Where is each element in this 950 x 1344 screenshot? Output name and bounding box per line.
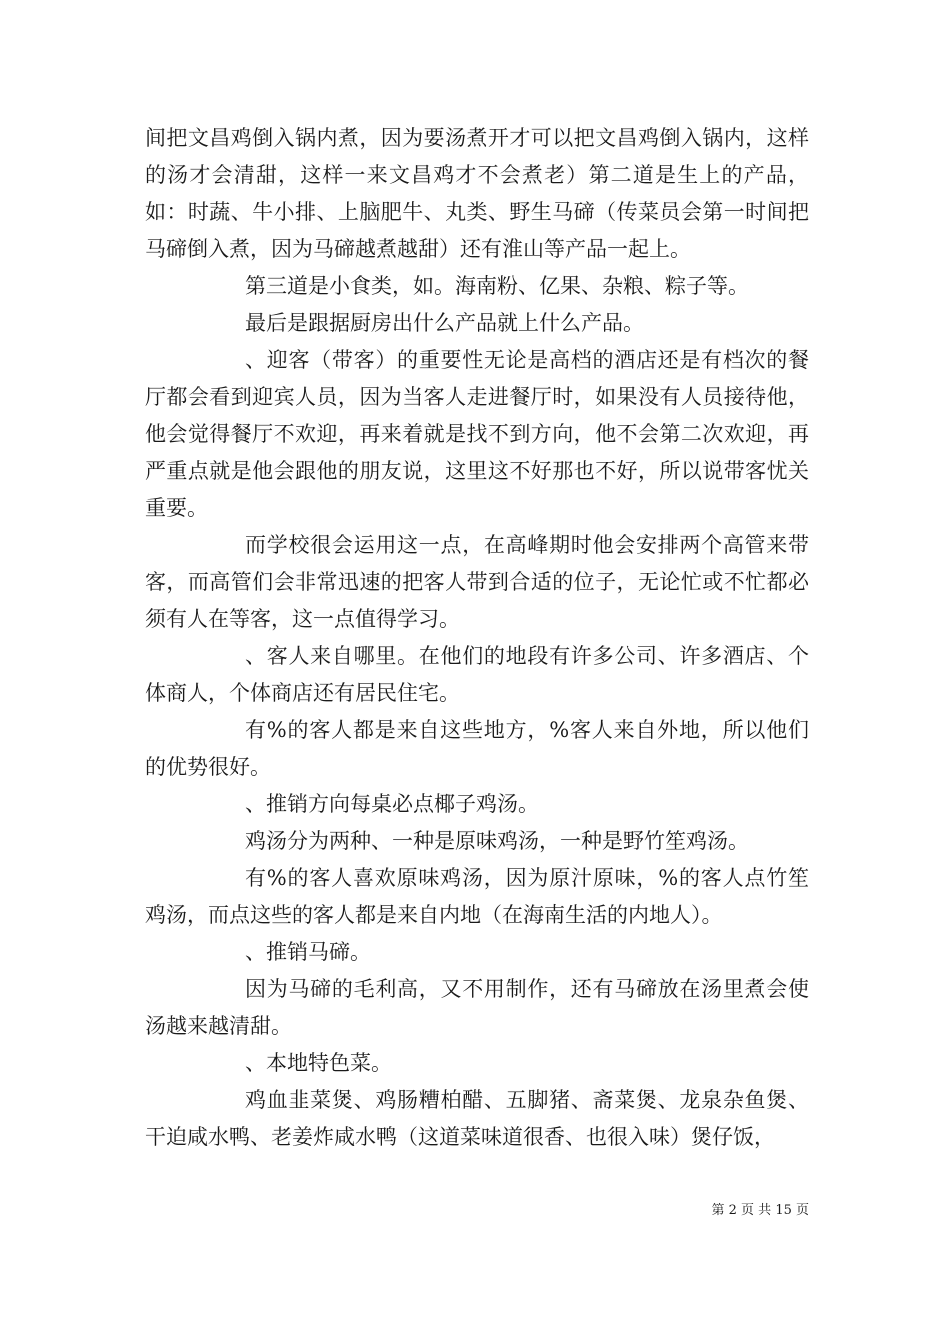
paragraph-14: 鸡血韭菜煲、鸡肠糟柏醋、五脚猪、斋菜煲、龙泉杂鱼煲、干迫咸水鸭、老姜炸咸水鸭（这道菜味道很香、也很入味）煲仔饭， — [145, 1088, 809, 1149]
paragraph-7: 有%的客人都是来自这些地方，%客人来自外地，所以他们的优势很好。 — [145, 718, 809, 779]
paragraph-8: 、推销方向每桌必点椰子鸡汤。 — [245, 792, 539, 816]
document-body — [145, 120, 809, 1156]
paragraph-2: 第三道是小食类，如。海南粉、亿果、杂粮、粽子等。 — [245, 274, 749, 298]
paragraph-6: 、客人来自哪里。在他们的地段有许多公司、许多酒店、个体商人，个体商店还有居民住宅。 — [145, 644, 809, 705]
paragraph-1: 间把文昌鸡倒入锅内煮，因为要汤煮开才可以把文昌鸡倒入锅内，这样的汤才会清甜，这样一来文昌鸡才不会煮老）第二道是生上的产品，如：时蔬、牛小排、上脑肥牛、丸类、野生马碲（传菜员会第一时间把马碲倒入煮，因为马碲越煮越甜）还有淮山等产品一起上。 — [145, 126, 809, 261]
paragraph-5: 而学校很会运用这一点，在高峰期时他会安排两个高管来带客，而高管们会非常迅速的把客人带到合适的位子，无论忙或不忙都必须有人在等客，这一点值得学习。 — [145, 533, 809, 631]
paragraph-3: 最后是跟据厨房出什么产品就上什么产品。 — [245, 311, 644, 335]
page-number-footer: 第 2 页 共 15 页 — [711, 1203, 809, 1218]
paragraph-4: 、迎客（带客）的重要性无论是高档的酒店还是有档次的餐厅都会看到迎宾人员，因为当客人走进餐厅时，如果没有人员接待他，他会觉得餐厅不欢迎，再来着就是找不到方向，他不会第二次欢迎，再严重点就是他会跟他的朋友说，这里这不好那也不好，所以说带客忧关重要。 — [145, 348, 809, 520]
paragraph-13: 、本地特色菜。 — [245, 1051, 392, 1075]
paragraph-9: 鸡汤分为两种、一种是原味鸡汤，一种是野竹笙鸡汤。 — [245, 829, 749, 853]
paragraph-12: 因为马碲的毛利高，又不用制作，还有马碲放在汤里煮会使汤越来越清甜。 — [145, 977, 809, 1038]
paragraph-11: 、推销马碲。 — [245, 940, 371, 964]
paragraph-10: 有%的客人喜欢原味鸡汤，因为原汁原味，%的客人点竹笙鸡汤，而点这些的客人都是来自内地（在海南生活的内地人）。 — [145, 866, 809, 927]
